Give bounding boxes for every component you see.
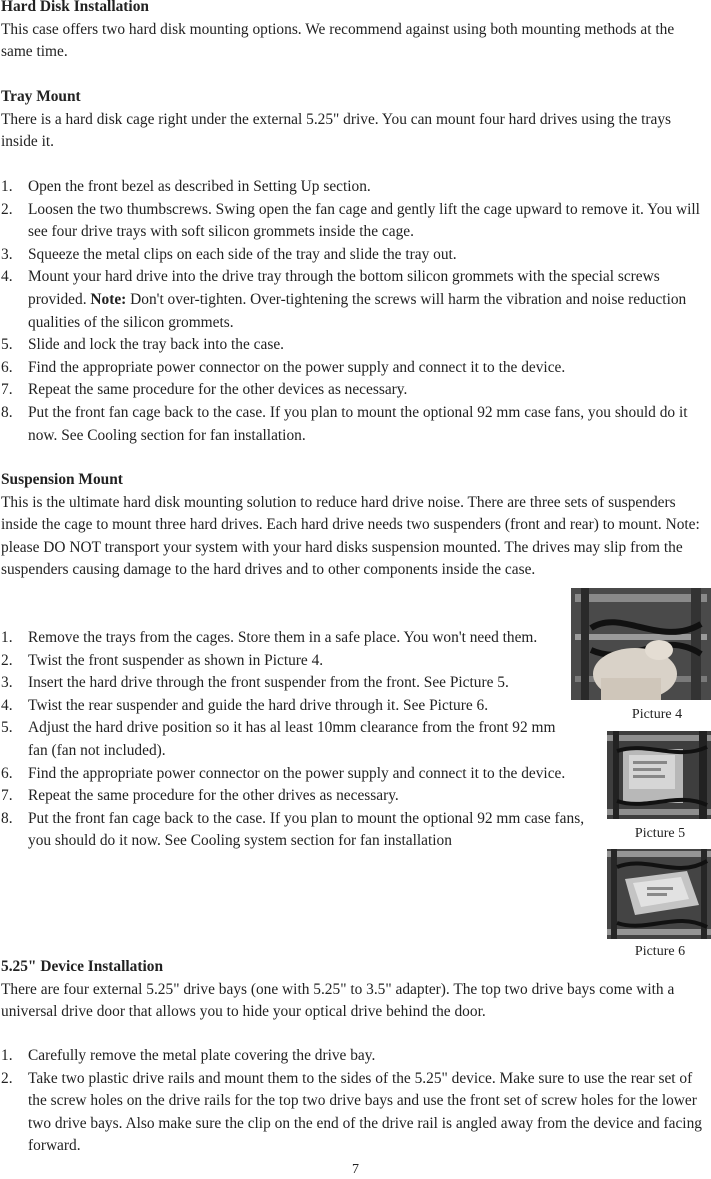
hdd-section	[1, 0, 701, 64]
section-heading: Tray Mount	[1, 88, 81, 105]
list-item: 1. Open the front bezel as described in Setting Up section.	[1, 178, 371, 195]
list-item: 5. Adjust the hard drive position so it has al least 10mm clearance from the front 92 mm fan (fan not included).	[1, 719, 556, 759]
section-intro: This is the ultimate hard disk mounting solution to reduce hard drive noise. There are three sets of suspenders inside the cage to mount three hard drives. Each hard drive needs two suspenders (front and rear) to mount. Note: please DO NOT transport your system with your hard disks suspension mounted. The drives may slip from the suspenders causing damage to the hard drives and to other components inside the case.	[1, 493, 700, 579]
list-item: 8. Put the front fan cage back to the case. If you plan to mount the optional 92 mm case fans, you should do it now. See Cooling section for fan installation.	[1, 403, 688, 444]
tray-mount-steps	[0, 176, 709, 447]
section-intro: There is a hard disk cage right under the external 5.25" drive. You can mount four hard drives using the trays inside it.	[1, 110, 672, 151]
list-item: 4. Twist the rear suspender and guide the hard drive through it. See Picture 6.	[1, 696, 489, 714]
section-heading: Hard Disk Installation	[1, 0, 149, 15]
device-installation-steps	[0, 1045, 709, 1158]
page-number: 7	[352, 1162, 359, 1177]
list-item: 4. Mount your hard drive into the drive tray through the bottom silicon grommets with the special screws provided. Note: Don't over-tighten. Over-tightening the screws will harm the vibration and noise reduction qualities of the silicon grommets.	[1, 268, 687, 331]
suspension-mount-section	[1, 469, 710, 582]
section-intro: This case offers two hard disk mounting options. We recommend against using both mounting methods at the same time.	[1, 20, 675, 61]
list-item: 2. Take two plastic drive rails and mount them to the sides of the 5.25" device. Make sure to use the rear set of the screw holes on the drive rails for the top two drive bays and use the front set of screw holes for the lower two drive bays. Also make sure the clip on the end of the drive rail is angled away from the device and facing forward.	[1, 1069, 702, 1155]
picture-4-caption: Picture 4	[631, 707, 683, 722]
list-item: 7. Repeat the same procedure for the other drives as necessary.	[1, 787, 399, 805]
rear-suspender-photo-icon	[607, 849, 711, 939]
list-item: 1. Remove the trays from the cages. Store them in a safe place. You won't need them.	[1, 629, 538, 646]
note-label: Note:	[90, 290, 127, 308]
picture-6-caption: Picture 6	[634, 944, 686, 959]
list-item: 2. Twist the front suspender as shown in Picture 4.	[1, 651, 324, 669]
section-heading: Suspension Mount	[1, 471, 123, 488]
list-item: 3. Squeeze the metal clips on each side of the tray and slide the tray out.	[1, 245, 457, 263]
list-item: 1. Carefully remove the metal plate covering the drive bay.	[1, 1047, 376, 1064]
suspender-twist-photo-icon	[571, 588, 711, 700]
list-item: 7. Repeat the same procedure for the other devices as necessary.	[1, 381, 408, 399]
picture-4-photo	[571, 588, 711, 700]
suspension-mount-steps	[0, 627, 595, 853]
list-item: 8. Put the front fan cage back to the case. If you plan to mount the optional 92 mm case fans, you should do it now. See Cooling system section for fan installation	[1, 809, 585, 850]
section-heading: 5.25" Device Installation	[1, 958, 164, 975]
tray-mount-section	[1, 86, 701, 154]
drive-insert-photo-icon	[607, 731, 711, 819]
section-intro: There are four external 5.25" drive bays (one with 5.25" to 3.5" adapter). The top two drive bays come with a universal drive door that allows you to hide your optical drive behind the door.	[1, 980, 675, 1021]
list-item: 2. Loosen the two thumbscrews. Swing open the fan cage and gently lift the cage upward to remove it. You will see four drive trays with soft silicon grommets inside the cage.	[1, 200, 700, 241]
picture-5-caption: Picture 5	[634, 826, 686, 841]
picture-5-photo	[607, 731, 711, 819]
list-item: 6. Find the appropriate power connector on the power supply and connect it to the device.	[1, 764, 566, 782]
list-item: 3. Insert the hard drive through the front suspender from the front. See Picture 5.	[1, 674, 509, 692]
device-installation-section	[1, 956, 710, 1024]
list-item: 5. Slide and lock the tray back into the case.	[1, 336, 284, 354]
list-item: 6. Find the appropriate power connector on the power supply and connect it to the device.	[1, 358, 566, 376]
picture-6-photo	[607, 849, 711, 939]
